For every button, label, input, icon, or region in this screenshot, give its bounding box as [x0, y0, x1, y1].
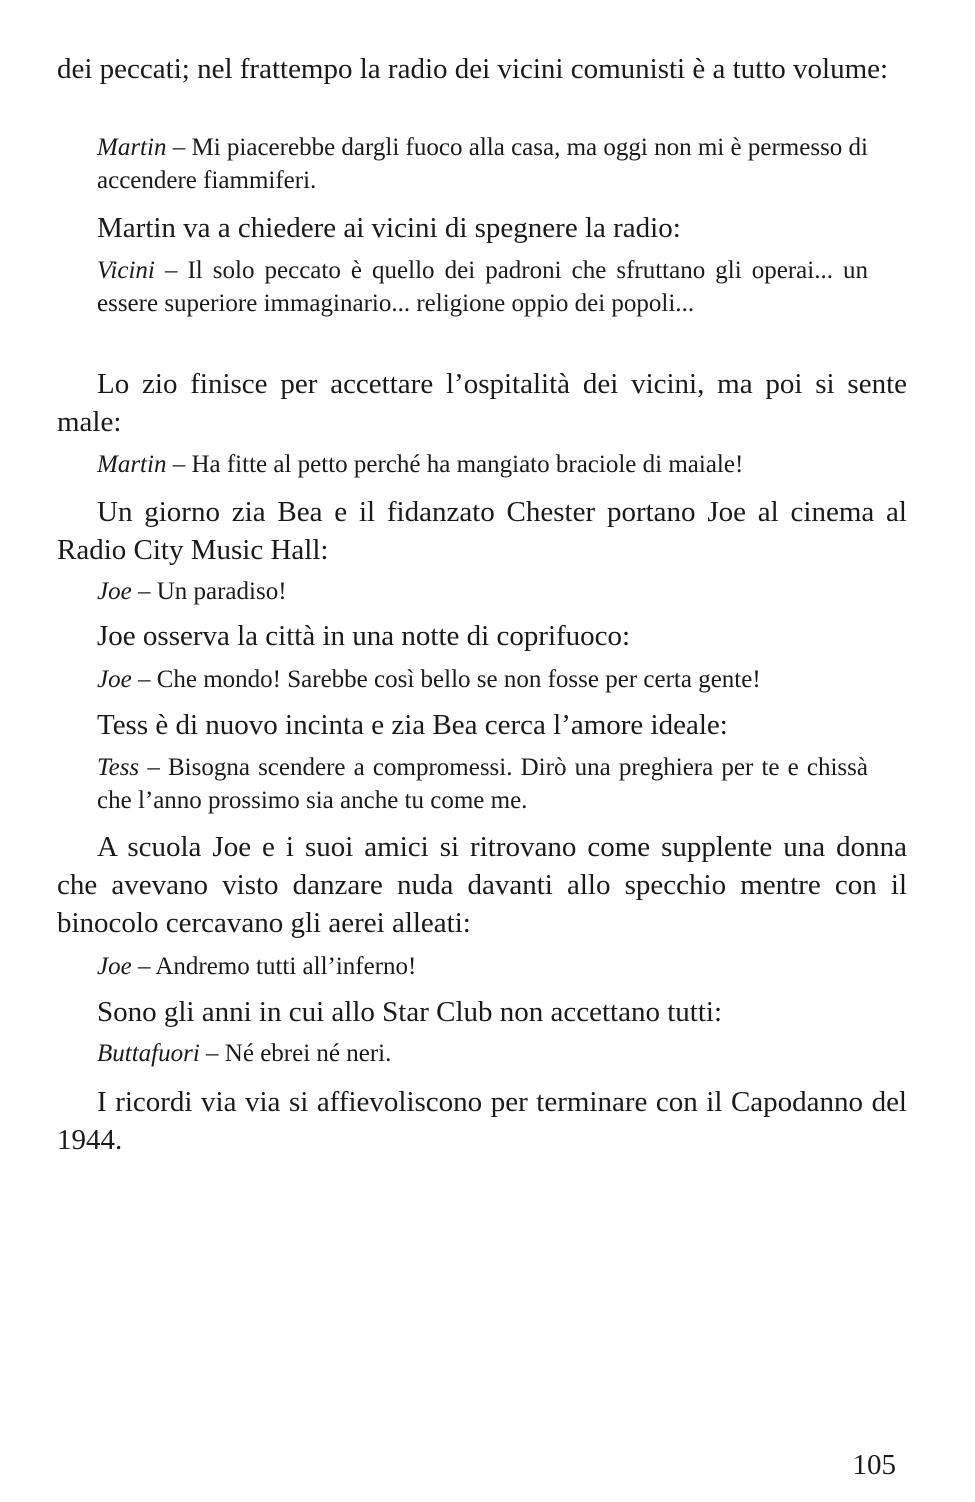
narration-paragraph: [57, 993, 907, 1031]
dialogue-line: [97, 751, 868, 817]
narration-paragraph: [57, 493, 907, 569]
dialogue-text: – Andremo tutti all’inferno!: [131, 953, 417, 980]
paragraph-text: I ricordi via via si affievoliscono per terminare con il Capodanno del 1944.: [57, 1086, 907, 1156]
speaker-name: Tess: [97, 754, 140, 781]
page-number: 105: [852, 1449, 896, 1481]
dialogue-text: – Bisogna scendere a compromessi. Dirò una preghiera per te e chissà che l’anno prossimo sia anche tu come me.: [97, 754, 868, 814]
speaker-name: Joe: [97, 953, 132, 980]
narration-paragraph: [57, 1083, 907, 1159]
paragraph-text: Martin va a chiedere ai vicini di spegnere la radio:: [97, 212, 681, 244]
speaker-name: Buttafuori: [97, 1040, 200, 1067]
dialogue-text: – Ha fitte al petto perché ha mangiato braciole di maiale!: [166, 451, 744, 478]
paragraph-text: A scuola Joe e i suoi amici si ritrovano come supplente una donna che avevano visto danzare nuda davanti allo specchio mentre con il binocolo cercavano gli aerei alleati:: [57, 831, 907, 939]
narration-paragraph: [57, 706, 907, 744]
narration-paragraph: [57, 209, 907, 247]
narration-paragraph: [57, 828, 907, 942]
narration-paragraph: [57, 50, 907, 88]
dialogue-text: – Mi piacerebbe dargli fuoco alla casa, ma oggi non mi è permesso di accendere fiammiferi.: [97, 134, 868, 194]
speaker-name: Joe: [97, 666, 132, 693]
narration-paragraph: [57, 617, 907, 655]
dialogue-text: – Un paradiso!: [131, 578, 287, 605]
paragraph-text: Tess è di nuovo incinta e zia Bea cerca l’amore ideale:: [97, 709, 728, 741]
paragraph-text: Lo zio finisce per accettare l’ospitalità dei vicini, ma poi si sente male:: [57, 368, 907, 438]
dialogue-line: [97, 1037, 868, 1070]
dialogue-line: [97, 575, 868, 608]
paragraph-text: Joe osserva la città in una notte di coprifuoco:: [97, 620, 631, 652]
dialogue-line: [97, 950, 868, 983]
paragraph-text: dei peccati; nel frattempo la radio dei vicini comunisti è a tutto volume:: [57, 53, 889, 85]
dialogue-text: – Né ebrei né neri.: [199, 1040, 392, 1067]
dialogue-text: – Che mondo! Sarebbe così bello se non fosse per certa gente!: [131, 666, 761, 693]
narration-paragraph: [57, 365, 907, 441]
speaker-name: Vicini: [97, 257, 155, 284]
dialogue-text: – Il solo peccato è quello dei padroni che sfruttano gli operai... un essere superiore immaginario... religione oppio dei popoli...: [97, 257, 868, 317]
speaker-name: Martin: [97, 134, 167, 161]
speaker-name: Martin: [97, 451, 167, 478]
dialogue-line: [97, 254, 868, 320]
dialogue-line: [97, 448, 868, 481]
paragraph-text: Sono gli anni in cui allo Star Club non accettano tutti:: [97, 996, 723, 1028]
dialogue-line: [97, 663, 868, 696]
dialogue-line: [97, 131, 868, 197]
paragraph-text: Un giorno zia Bea e il fidanzato Chester portano Joe al cinema al Radio City Music Hall:: [57, 496, 907, 566]
speaker-name: Joe: [97, 578, 132, 605]
